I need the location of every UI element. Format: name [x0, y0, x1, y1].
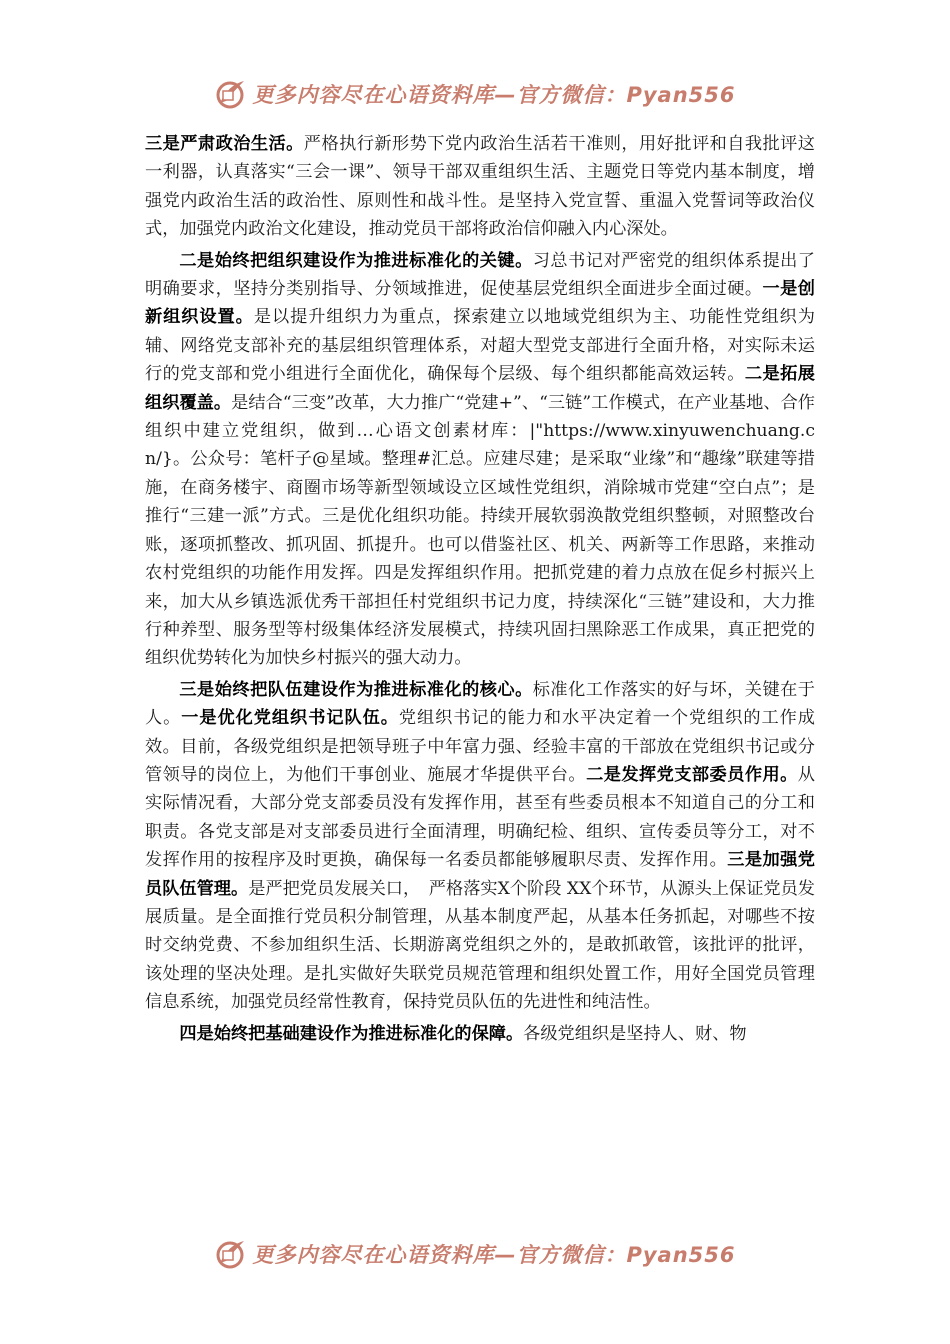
paragraph-text: 党组织书记的能力和水平决定着一个党组织的工作成效。目前，各级党组织是把领导班子中年富力强、经验丰富的干部放在党组织书记或分管领导的岗位上，为他们干事创业、施展才华提供平台。: [145, 708, 815, 785]
footer-banner: [0, 1232, 950, 1276]
paragraph-text: 严格执行新形势下党内政治生活若干准则，用好批评和自我批评这一利器，认真落实“三会一课”、领导干部双重组织生活、主题党日等党内基本制度，增强党内政治生活的政治性、原则性和战斗性。是坚持入党宣誓、重温入党誓词等政治仪式，加强党内政治文化建设，推动党员干部将政治信仰融入内心深处。: [145, 134, 815, 240]
paragraph-text: 从实际情况看，大部分党支部委员没有发挥作用，甚至有些委员根本不知道自己的分工和职责。各党支部是对支部委员进行全面清理，明确纪检、组织、宣传委员等分工，对不发挥作用的按程序及时更换，确保每一名委员都能够履职尽责、发挥作用。: [145, 764, 815, 871]
subheading-expand-coverage: 二是拓展组织覆盖。: [145, 364, 815, 413]
brush-logo-icon: [214, 77, 248, 111]
subheading-innovate-setup: 一是创新组织设置。: [145, 279, 815, 328]
subheading-member-management: 三是加强党员队伍管理。: [145, 850, 815, 899]
brush-logo-icon: [214, 1237, 248, 1271]
subheading-secretary-team: 一是优化党组织书记队伍。: [181, 708, 399, 729]
paragraph-text: 各级党组织是坚持人、财、物: [523, 1023, 747, 1044]
heading-team-building: 三是始终把队伍建设作为推进标准化的核心。: [179, 679, 533, 700]
heading-organization-building: 二是始终把组织建设作为推进标准化的关键。: [179, 250, 533, 271]
paragraph-text: 标准化工作落实的好与坏，关键在于人。: [145, 679, 815, 729]
paragraph-text: 习总书记对严密党的组织体系提出了明确要求，坚持分类别指导、分领域推进，促使基层党组织全面进步全面过硬。: [145, 250, 815, 300]
subheading-committee-role: 二是发挥党支部委员作用。: [586, 764, 798, 785]
footer-banner-text: 更多内容尽在心语资料库—官方微信：Pyan556: [252, 1243, 736, 1267]
header-banner-text: 更多内容尽在心语资料库—官方微信：Pyan556: [252, 83, 736, 107]
paragraph-organization-building: [145, 247, 815, 673]
header-banner: [0, 72, 950, 116]
paragraph-text: 是以提升组织力为重点，探索建立以地域党组织为主、功能性党组织为辅、网络党支部补充的基层组织管理体系，对超大型党支部进行全面升格，对实际未运行的党支部和党小组进行全面优化，确保每个层级、每个组织都能高效运转。: [145, 307, 815, 385]
heading-strict-political-life: 三是严肃政治生活。: [145, 134, 304, 154]
heading-foundation-building: 四是始终把基础建设作为推进标准化的保障。: [179, 1023, 524, 1044]
paragraph-text: 是严把党员发展关口， 严格落实X个阶段 XX个环节，从源头上保证党员发展质量。是全面推行党员积分制管理，从基本制度严起，从基本任务抓起，对哪些不按时交纳党费、不参加组织生活、长期游离党组织之外的，是敢抓敢管，该批评的批评，该处理的坚决处理。是扎实做好失联党员规范管理和组织处置工作，用好全国党员管理信息系统，加强党员经常性教育，保持党员队伍的先进性和纯洁性。: [145, 878, 815, 1013]
paragraph-political-life: [145, 130, 815, 244]
paragraph-text: 是结合“三变”改革，大力推广“党建+”、“三链”工作模式，在产业基地、合作组织中建立党组织，做到…心语文创素材库：|"https://www.xinyuwenchuang.cn/}。公众号：笔杆子@星域。整理#汇总。应建尽建；是采取“业缘”和“趣缘”联建等措施，在商务楼宇、商圈市场等新型领域设立区域性党组织，消除城市党建“空白点”；是推行“三建一派”方式。三是优化组织功能。持续开展软弱涣散党组织整顿，对照整改台账，逐项抓整改、抓巩固、抓提升。也可以借鉴社区、机关、两新等工作思路，来推动农村党组织的功能作用发挥。四是发挥组织作用。把抓党建的着力点放在促乡村振兴上来，加大从乡镇选派优秀干部担任村党组织书记力度，持续深化“三链”建设和，大力推行种养型、服务型等村级集体经济发展模式，持续巩固扫黑除恶工作成果，真正把党的组织优势转化为加快乡村振兴的强大动力。: [145, 392, 815, 669]
paragraph-foundation-building: [145, 1020, 815, 1048]
paragraph-team-building: [145, 676, 815, 1017]
document-body: [145, 130, 815, 1048]
